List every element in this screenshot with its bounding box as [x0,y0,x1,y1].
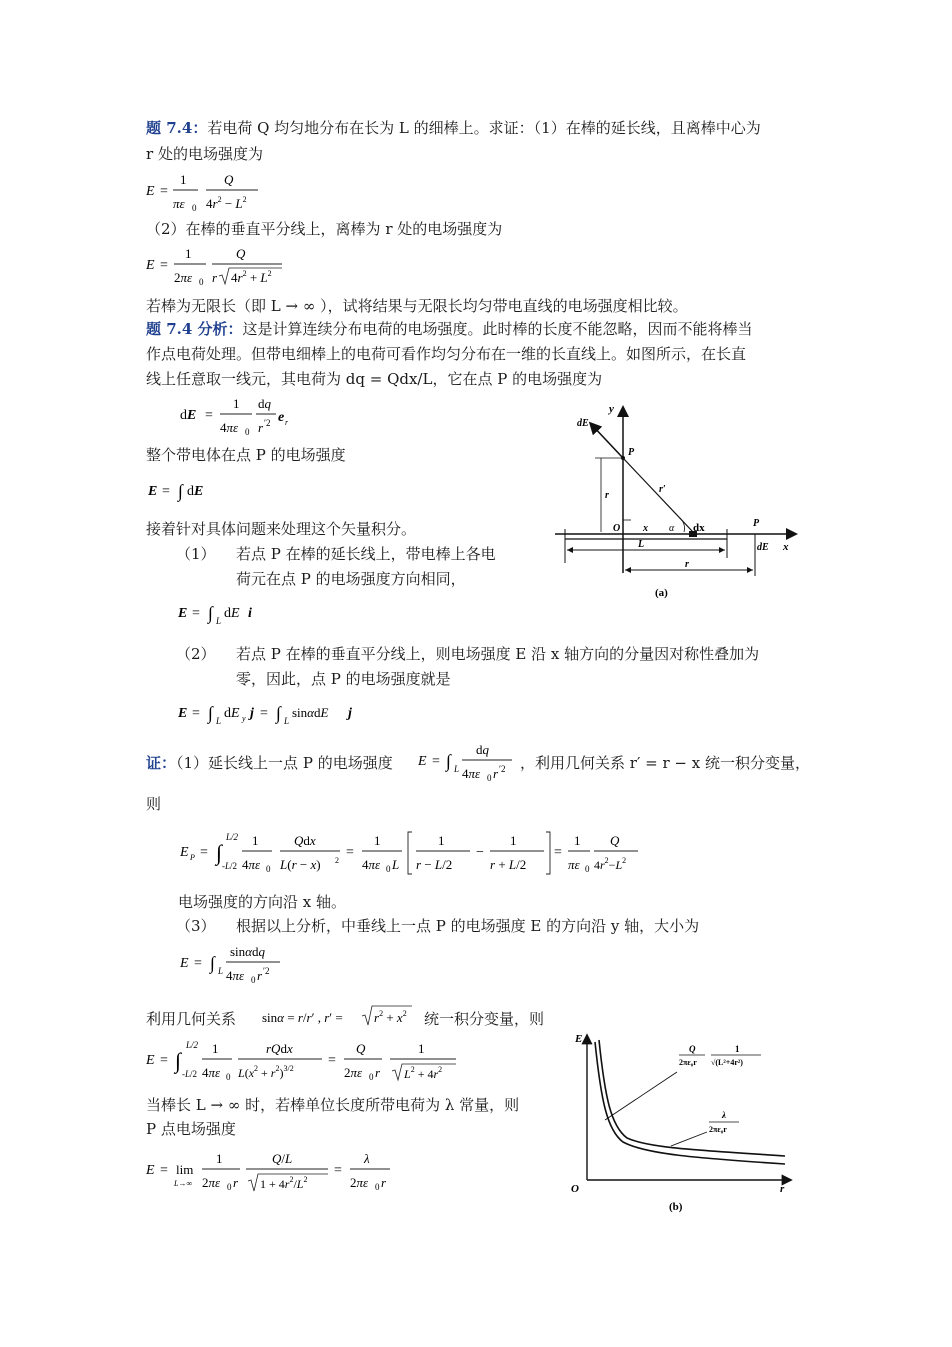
svg-text:Q: Q [610,833,620,848]
svg-text:r: r [285,418,289,427]
svg-text:E: E [178,606,188,621]
svg-text:0: 0 [266,864,271,874]
svg-text:r2 + x2: $r^2 + x^2$ [374,1009,407,1025]
case-2-number: （2） [176,645,216,663]
alpha-arc [680,518,685,532]
svg-text:L(r − x): L(r − x) [280,857,321,872]
L-label: L [638,539,645,550]
svg-text:1: 1 [374,833,381,848]
svg-text:E: E [146,184,155,199]
proof-then: 则 [146,795,162,813]
svg-text:4πε: 4πε [220,420,239,435]
svg-text:Q: Q [236,246,246,261]
case-3-number: （3） [176,917,216,935]
svg-text:y: y [242,714,246,723]
svg-text:1: 1 [418,1041,425,1056]
svg-text:j: j [348,706,352,721]
case-1-line-b: 荷元在点 P 的电场强度方向相同， [236,570,466,588]
figure-b-caption: (b) [669,1201,683,1213]
leader-line-2 [671,1132,707,1146]
svg-text:i: i [248,606,252,621]
svg-text:2πε: 2πε [202,1175,221,1190]
svg-text:r + L/2: r + L/2 [490,857,527,872]
svg-text:r: r [212,270,218,285]
svg-text:E: E [146,258,155,273]
svg-text:=: = [554,845,562,860]
svg-text:∫: ∫ [208,603,213,623]
curve-1b-denominator: √(L²+4r²) [711,1058,743,1067]
svg-text:1: 1 [438,833,445,848]
svg-text:∫: ∫ [208,703,213,723]
svg-text:∫: ∫ [446,751,451,771]
case-2-line-b: 零，因此，点 P 的电场强度就是 [236,670,451,688]
svg-text:1: 1 [185,246,192,261]
proof-direction: 电场强度的方向沿 x 轴。 [178,893,346,911]
r-prime-label: r′ [659,484,666,495]
svg-text:E: E [146,1163,155,1178]
equation-1 [146,168,296,219]
svg-text:0: 0 [192,203,197,213]
svg-text:=: = [194,956,202,971]
svg-text:′2: ′2 [264,418,271,428]
svg-text:0: 0 [487,773,492,783]
x-axis-label: x [783,541,789,553]
equation-case-1 [178,598,278,633]
svg-text:=: = [205,408,213,423]
svg-text:1: 1 [212,1041,219,1056]
svg-text:dE: dE [187,484,204,499]
svg-text:1: 1 [180,172,187,187]
svg-text:L/2: L/2 [186,1040,199,1050]
equation-limit [146,1146,406,1205]
r-horizontal-arrow-right [747,567,753,573]
svg-text:4πε: 4πε [242,857,261,872]
svg-text:′2: ′2 [263,966,270,976]
svg-text:P: P [190,853,195,862]
proof-line-1 [146,752,393,775]
svg-text:∫: ∫ [210,953,215,973]
svg-text:4πε: 4πε [462,766,481,781]
svg-text:L: L [284,716,290,726]
analysis-line-1 [146,318,753,341]
equation-case-3 [180,940,300,993]
r-axis-label: r [780,1183,785,1195]
equation-geometry [262,1000,422,1035]
x-position-label: x [643,523,648,534]
svg-text:1: 1 [574,833,581,848]
svg-text:0: 0 [585,864,590,874]
svg-text:r: r [375,1065,381,1080]
equation-proof-1 [418,738,518,789]
origin-label: O [613,523,621,534]
figure-a-caption: (a) [655,587,668,599]
proof-limit-a: 当棒长 L → ∞ 时，若棒单位长度所带电荷为 λ 常量，则 [146,1096,520,1114]
svg-text:0: 0 [251,975,256,985]
svg-text:2πε: 2πε [350,1175,369,1190]
svg-text:L: L [216,716,222,726]
proof-line-1-b: ，利用几何关系 r′ = r − x 统一积分变量， [520,754,810,772]
svg-text:4πε: 4πε [202,1065,221,1080]
svg-text:L/2: L/2 [226,832,239,842]
svg-text:dE: dE [224,606,240,621]
svg-text:2: 2 [335,856,339,865]
svg-text:4πε: 4πε [362,857,381,872]
svg-text:Q: Q [356,1041,366,1056]
svg-text:1: 1 [252,833,259,848]
svg-text:1: 1 [233,396,240,411]
svg-text:e: e [278,410,285,425]
svg-text:=: = [334,1163,342,1178]
svg-text:=: = [160,258,168,273]
svg-text:=: = [160,1053,168,1068]
equation-case-2 [178,698,368,733]
svg-text:r − L/2: r − L/2 [416,857,453,872]
problem-text-1: 若电荷 Q 均匀地分布在长为 L 的细棒上。求证：（1）在棒的延长线，且离棒中心为 [207,119,761,137]
svg-text:r: r [493,766,499,781]
svg-text:lim: lim [176,1162,194,1177]
svg-text:1: 1 [510,833,517,848]
case-2-line-a: 若点 P 在棒的垂直平分线上，则电场强度 E 沿 x 轴方向的分量因对称性叠加为 [236,645,760,663]
problem-part-2: （2）在棒的垂直平分线上，离棒为 r 处的电场强度为 [146,220,503,238]
svg-text:0: 0 [369,1072,374,1082]
equation-integral-E [148,476,228,509]
svg-text:4r2 − L2: $4r^2 - L^2$ [206,195,247,211]
svg-text:E: E [418,754,427,769]
svg-text:Q/L: Q/L [272,1151,293,1166]
svg-text:-L/2: -L/2 [222,861,238,871]
dE-top-label: dE [577,418,589,429]
svg-text:=: = [260,706,268,721]
svg-text:r: r [381,1175,387,1190]
svg-text:4πε: 4πε [226,968,245,983]
proof-geometry-a: 利用几何关系 [146,1010,237,1028]
equation-dE [180,392,290,443]
svg-text:L: L [392,857,400,872]
case-3-text: 根据以上分析，中垂线上一点 P 的电场强度 E 的方向沿 y 轴，大小为 [236,917,700,935]
svg-text:E: E [148,484,158,499]
svg-text:dq: dq [258,396,271,411]
svg-text:=: = [162,484,170,499]
curve-2-numerator: λ [722,1110,726,1120]
svg-text:∫: ∫ [175,1048,182,1073]
svg-text:=: = [346,845,354,860]
svg-text:0: 0 [245,427,250,437]
svg-text:=: = [192,706,200,721]
L-dimension-arrow-left [567,547,573,553]
curve-1-denominator: 2πε₀r [679,1058,697,1067]
svg-text:0: 0 [199,277,204,287]
analysis-line-2: 作点电荷处理。但带电细棒上的电荷可看作均匀分布在一维的长直线上。如图所示，在长直 [146,345,747,363]
dE-vector [591,424,623,458]
svg-text:∫: ∫ [178,481,183,501]
svg-text:Q: Q [224,172,234,187]
analysis-whole: 整个带电体在点 P 的电场强度 [146,446,346,464]
figure-b [565,1030,805,1220]
svg-text:∫: ∫ [276,703,281,723]
svg-text:2πε: 2πε [344,1065,363,1080]
case-1-number: （1） [176,545,216,563]
equation-EP [180,826,640,883]
p-right-label: P [753,518,760,529]
svg-text:−: − [476,845,484,860]
analysis-line-3: 线上任意取一线元，其电荷为 dq = Qdx/L，它在点 P 的电场强度为 [146,370,603,388]
svg-text:πε: πε [568,857,580,872]
analysis-text-1: 这是计算连续分布电荷的电场强度。此时棒的长度不能忽略，因而不能将棒当 [242,320,753,338]
problem-title: 题 7.4： [146,119,208,137]
svg-text:=: = [432,754,440,769]
analysis-title: 题 7.4 分析： [146,320,243,338]
svg-text:L: L [218,966,224,976]
curve-1b-numerator: 1 [735,1044,740,1054]
svg-text:4r2 + L2: $4r^2 + L^2$ [231,269,272,285]
curve-1-numerator: Q [689,1044,696,1054]
svg-text:E: E [146,1053,155,1068]
svg-text:sinαdE: sinαdE [292,705,329,720]
svg-text:=: = [200,845,208,860]
svg-text:sinαdq: sinαdq [230,944,265,959]
p-top-label: P [628,447,635,458]
problem-line-2: r 处的电场强度为 [146,145,263,163]
analysis-next: 接着针对具体问题来处理这个矢量积分。 [146,520,417,538]
proof-limit-b: P 点电场强度 [146,1120,236,1138]
r-horizontal-arrow-left [625,567,631,573]
svg-text:dE: dE [224,706,240,721]
leader-line-1 [605,1072,677,1120]
svg-text:L2 + 4r2: $L^2 + 4r^2$ [404,1065,443,1081]
svg-text:′2: ′2 [499,764,506,774]
figure-a [555,398,815,608]
svg-text:dq: dq [476,742,489,757]
curve-2-denominator: 2πε₀r [709,1125,727,1134]
svg-text:r: r [258,420,264,435]
svg-text:E: E [180,956,189,971]
svg-text:=: = [160,1163,168,1178]
svg-text:E: E [178,706,188,721]
svg-text:1 + 4r2/L2: $1 + 4r^2/L^2$ [260,1175,308,1191]
proof-title: 证： [146,754,177,772]
proof-geometry-b: 统一积分变量，则 [424,1010,545,1028]
svg-text:r: r [257,968,263,983]
svg-text:L(x2 + r2)3/2: $L(x^2 + r^2)^{3/2}$ [238,1064,294,1080]
svg-text:sinα = r/r′ , r′ =: sinα = r/r′ , r′ = [262,1010,343,1025]
proof-text-1a: （1）延长线上一点 P 的电场强度 [176,754,393,772]
svg-text:λ: λ [364,1151,370,1166]
svg-text:0: 0 [226,1072,231,1082]
svg-text:dE: dE [180,408,197,423]
equation-perpendicular [146,1034,466,1093]
dE-right-label: dE [757,542,769,553]
svg-text:-L/2: -L/2 [182,1069,198,1079]
svg-text:∫: ∫ [216,840,223,865]
problem-compare: 若棒为无限长（即 L → ∞ ），试将结果与无限长均匀带电直线的电场强度相比较。 [146,297,688,315]
svg-text:=: = [192,606,200,621]
equation-2 [146,242,306,295]
alpha-label: α [669,523,675,534]
r-vertical-label: r [605,490,609,501]
y-axis-label: y [609,403,614,415]
svg-text:0: 0 [375,1182,380,1192]
svg-text:4r2−L2: $4r^2-L^2$ [594,856,627,872]
svg-text:0: 0 [227,1182,232,1192]
svg-text:j: j [250,706,254,721]
svg-text:1: 1 [216,1151,223,1166]
svg-text:L: L [454,764,460,774]
svg-text:L→∞: L→∞ [174,1179,193,1188]
r-horizontal-label: r [685,559,689,570]
svg-text:0: 0 [386,864,391,874]
svg-text:r: r [233,1175,239,1190]
svg-text:E: E [180,845,189,860]
problem-line-1 [146,117,761,140]
svg-text:=: = [328,1053,336,1068]
svg-text:πε: πε [173,196,185,211]
case-1-line-a: 若点 P 在棒的延长线上，带电棒上各电 [236,545,496,563]
svg-text:2πε: 2πε [174,270,193,285]
E-axis-label: E [575,1033,583,1045]
L-dimension-arrow-right [719,547,725,553]
svg-text:=: = [160,184,168,199]
origin-b-label: O [571,1183,579,1195]
dx-label: dx [693,522,705,534]
svg-text:Qdx: Qdx [294,833,316,848]
svg-text:L: L [216,616,222,626]
svg-text:rQdx: rQdx [266,1041,293,1056]
